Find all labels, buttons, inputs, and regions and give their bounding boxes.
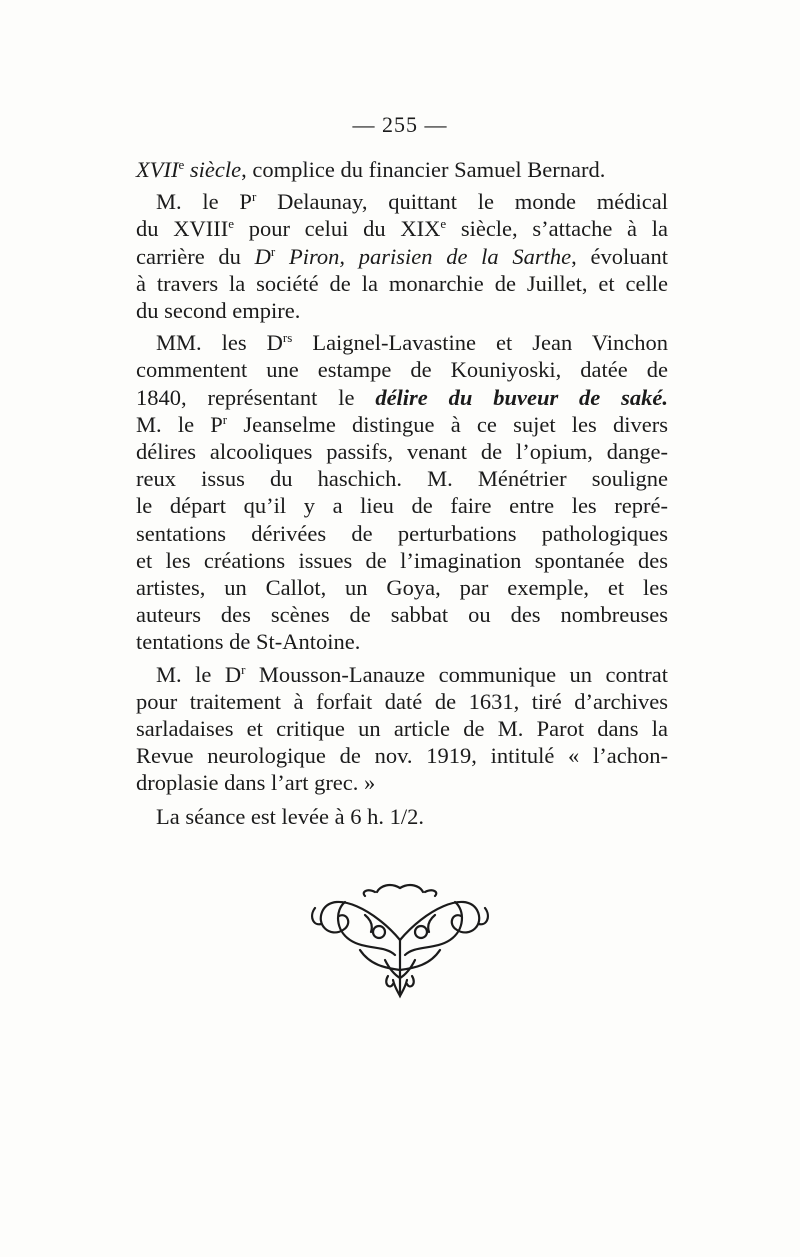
text-line bbox=[136, 411, 668, 438]
text-span: pour celui du XIX bbox=[233, 216, 441, 242]
text-span: siècle bbox=[184, 157, 242, 182]
page-number: — 255 — bbox=[352, 112, 448, 137]
text-line bbox=[136, 661, 668, 688]
text-span: , complice du financier Samuel Bernard. bbox=[241, 157, 606, 182]
text-span: Jeanselme distingue à ce sujet les divers bbox=[227, 411, 668, 437]
text-span: M. le D bbox=[156, 661, 242, 687]
text-line: commentent une estampe de Kouniyoski, datée de bbox=[136, 357, 668, 383]
text-line bbox=[136, 243, 668, 270]
text-line: pour traitement à forfait daté de 1631, tiré d’archives bbox=[136, 688, 668, 714]
text-span: carrière du bbox=[136, 243, 255, 269]
superscript: r bbox=[241, 661, 246, 677]
text-span: MM. les D bbox=[156, 330, 283, 356]
text-line bbox=[136, 384, 668, 411]
text-line bbox=[136, 329, 668, 356]
text-line: et les créations issues de l’imagination spontanée des bbox=[136, 547, 668, 573]
text-line: à travers la société de la monarchie de Juillet, et celle bbox=[136, 270, 668, 296]
text-span: 1840, représentant le bbox=[136, 384, 376, 410]
text-line: du second empire. bbox=[136, 298, 301, 324]
text-line: le départ qu’il y a lieu de faire entre les repré- bbox=[136, 493, 668, 519]
text-span: Delaunay, quittant le monde médical bbox=[256, 189, 668, 215]
paragraph-continuation bbox=[136, 156, 668, 183]
text-span: siècle, s’attache à la bbox=[446, 216, 668, 242]
superscript: r bbox=[270, 243, 276, 259]
text-span: délire du buveur de saké. bbox=[375, 384, 668, 410]
text-line: droplasie dans l’art grec. » bbox=[136, 770, 376, 796]
superscript: e bbox=[440, 216, 447, 232]
paragraph-delaunay bbox=[136, 188, 668, 324]
text-line: reux issus du haschich. M. Ménétrier souligne bbox=[136, 466, 668, 492]
text-line bbox=[136, 188, 668, 215]
text-line: auteurs des scènes de sabbat ou des nombreuses bbox=[136, 602, 668, 628]
closing-line: La séance est levée à 6 h. 1/2. bbox=[156, 803, 425, 829]
text-span: , évoluant bbox=[571, 243, 668, 269]
superscript: r bbox=[222, 411, 228, 427]
superscript: rs bbox=[282, 330, 293, 346]
text-line: sarladaises et critique un article de M. Parot dans la bbox=[136, 716, 668, 742]
text-line: sentations dérivées de perturbations pathologiques bbox=[136, 520, 668, 546]
text-line: tentations de St-Antoine. bbox=[136, 629, 361, 655]
text-span: M. le P bbox=[156, 189, 252, 215]
paragraph-laignel bbox=[136, 329, 668, 655]
text-line bbox=[136, 156, 668, 183]
superscript: r bbox=[251, 189, 257, 205]
page-body bbox=[136, 156, 668, 830]
superscript: e bbox=[178, 157, 185, 172]
text-span: Mousson-Lanauze communique un contrat bbox=[245, 661, 668, 687]
text-span: XVII bbox=[136, 157, 179, 182]
superscript: e bbox=[228, 216, 234, 232]
text-line bbox=[136, 215, 668, 242]
text-span: Piron, parisien de la Sarthe bbox=[275, 243, 572, 269]
text-span: Laignel-Lavastine et Jean Vinchon bbox=[292, 330, 668, 356]
text-span: M. le P bbox=[136, 411, 223, 437]
text-line: délires alcooliques passifs, venant de l’opium, dange- bbox=[136, 439, 668, 465]
text-span: du XVIII bbox=[136, 216, 229, 242]
fleuron-ornament-icon bbox=[305, 880, 495, 1000]
paragraph-mousson bbox=[136, 661, 668, 797]
text-line: artistes, un Callot, un Goya, par exemple, et les bbox=[136, 575, 668, 601]
text-span: D bbox=[254, 243, 271, 269]
text-line: Revue neurologique de nov. 1919, intitulé « l’achon- bbox=[136, 743, 668, 769]
